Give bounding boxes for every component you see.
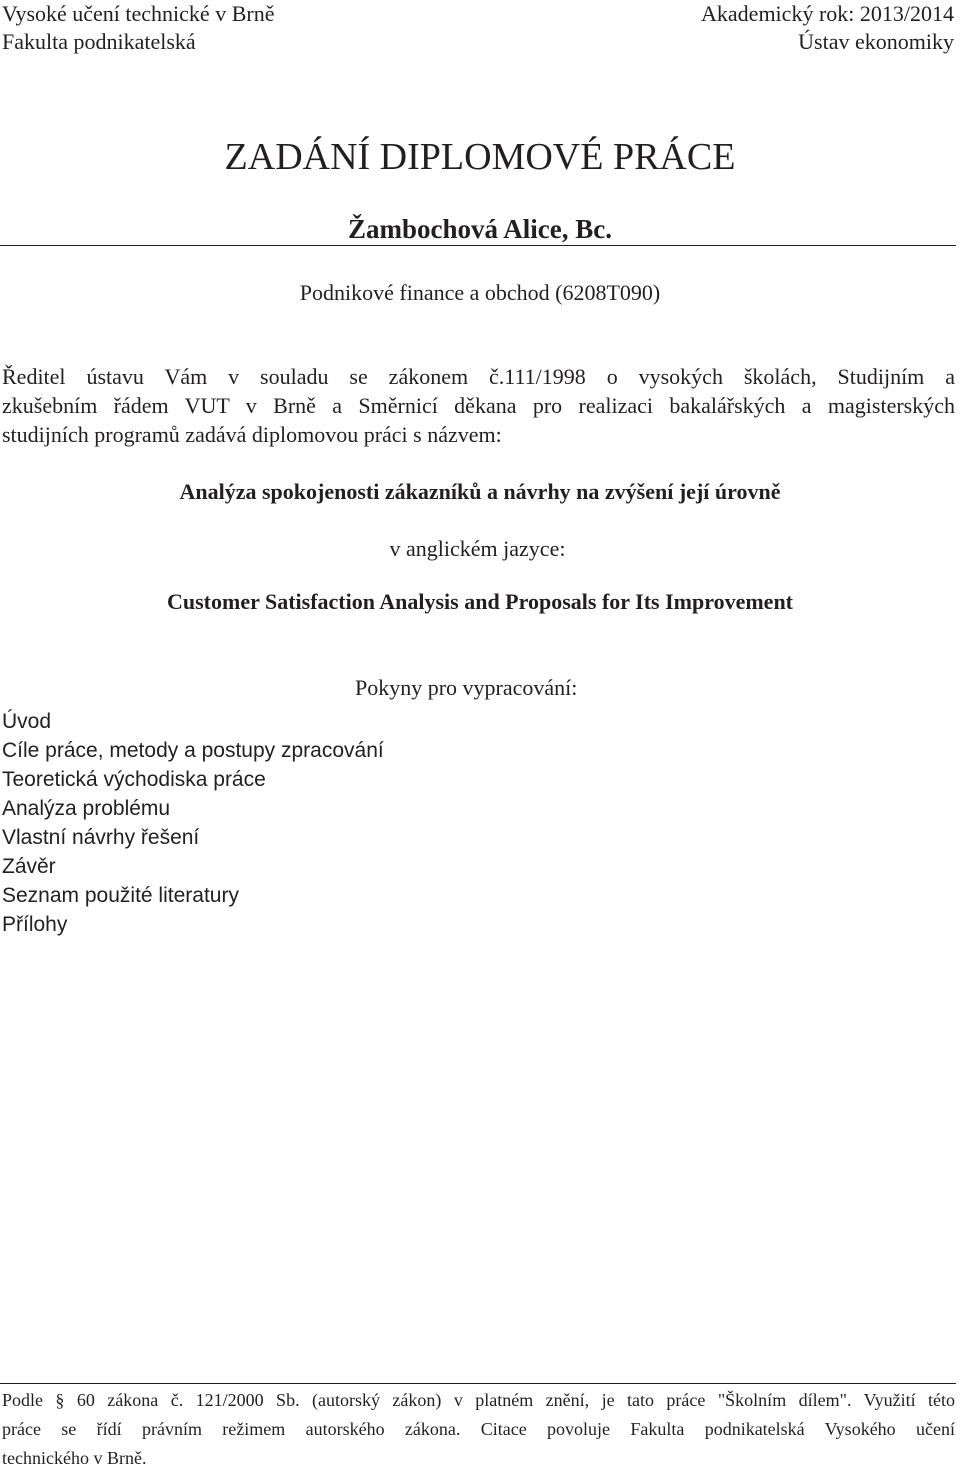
legal-line: Podle § 60 zákona č. 121/2000 Sb. (autorský zákon) v platném znění, je tato práce "Školním dílem". Využití této xyxy=(2,1390,955,1410)
faculty-name: Fakulta podnikatelská xyxy=(2,29,196,54)
footer-divider xyxy=(0,1383,956,1384)
thesis-title-czech: Analýza spokojenosti zákazníků a návrhy na zvýšení její úrovně xyxy=(179,479,781,504)
study-program: Podnikové finance a obchod (6208T090) xyxy=(299,280,661,305)
outline-item: Úvod xyxy=(2,710,52,733)
outline-item: Přílohy xyxy=(2,913,68,936)
instructions-heading: Pokyny pro vypracování: xyxy=(355,675,578,700)
top-divider xyxy=(0,245,956,246)
intro-line: zkušebním řádem VUT v Brně a Směrnicí děkana pro realizaci bakalářských a magisterských xyxy=(2,393,955,418)
academic-year: Akademický rok: 2013/2014 xyxy=(701,1,954,26)
intro-paragraph xyxy=(2,362,955,449)
institute-name: Ústav ekonomiky xyxy=(798,29,954,54)
intro-line: studijních programů zadává diplomovou práci s názvem: xyxy=(2,422,502,447)
student-name: Žambochová Alice, Bc. xyxy=(348,214,612,244)
intro-line: Ředitel ústavu Vám v souladu se zákonem č.111/1998 o vysokých školách, Studijním a xyxy=(2,364,955,389)
document-title: ZADÁNÍ DIPLOMOVÉ PRÁCE xyxy=(224,136,736,178)
thesis-title-english: Customer Satisfaction Analysis and Proposals for Its Improvement xyxy=(166,589,794,614)
copyright-notice xyxy=(2,1386,955,1473)
outline-list xyxy=(2,707,384,939)
outline-item: Závěr xyxy=(2,855,56,878)
legal-line: práce se řídí právním režimem autorského zákona. Citace povoluje Fakulta podnikatelská Vysokého učení xyxy=(2,1419,955,1439)
outline-item: Cíle práce, metody a postupy zpracování xyxy=(2,739,384,762)
outline-item: Analýza problému xyxy=(2,797,171,820)
outline-item: Vlastní návrhy řešení xyxy=(2,826,200,849)
legal-line: technického v Brně. xyxy=(2,1448,147,1468)
university-name: Vysoké učení technické v Brně xyxy=(2,1,275,26)
outline-item: Seznam použité literatury xyxy=(2,884,239,907)
outline-item: Teoretická východiska práce xyxy=(2,768,266,791)
english-label: v anglickém jazyce: xyxy=(389,536,566,561)
